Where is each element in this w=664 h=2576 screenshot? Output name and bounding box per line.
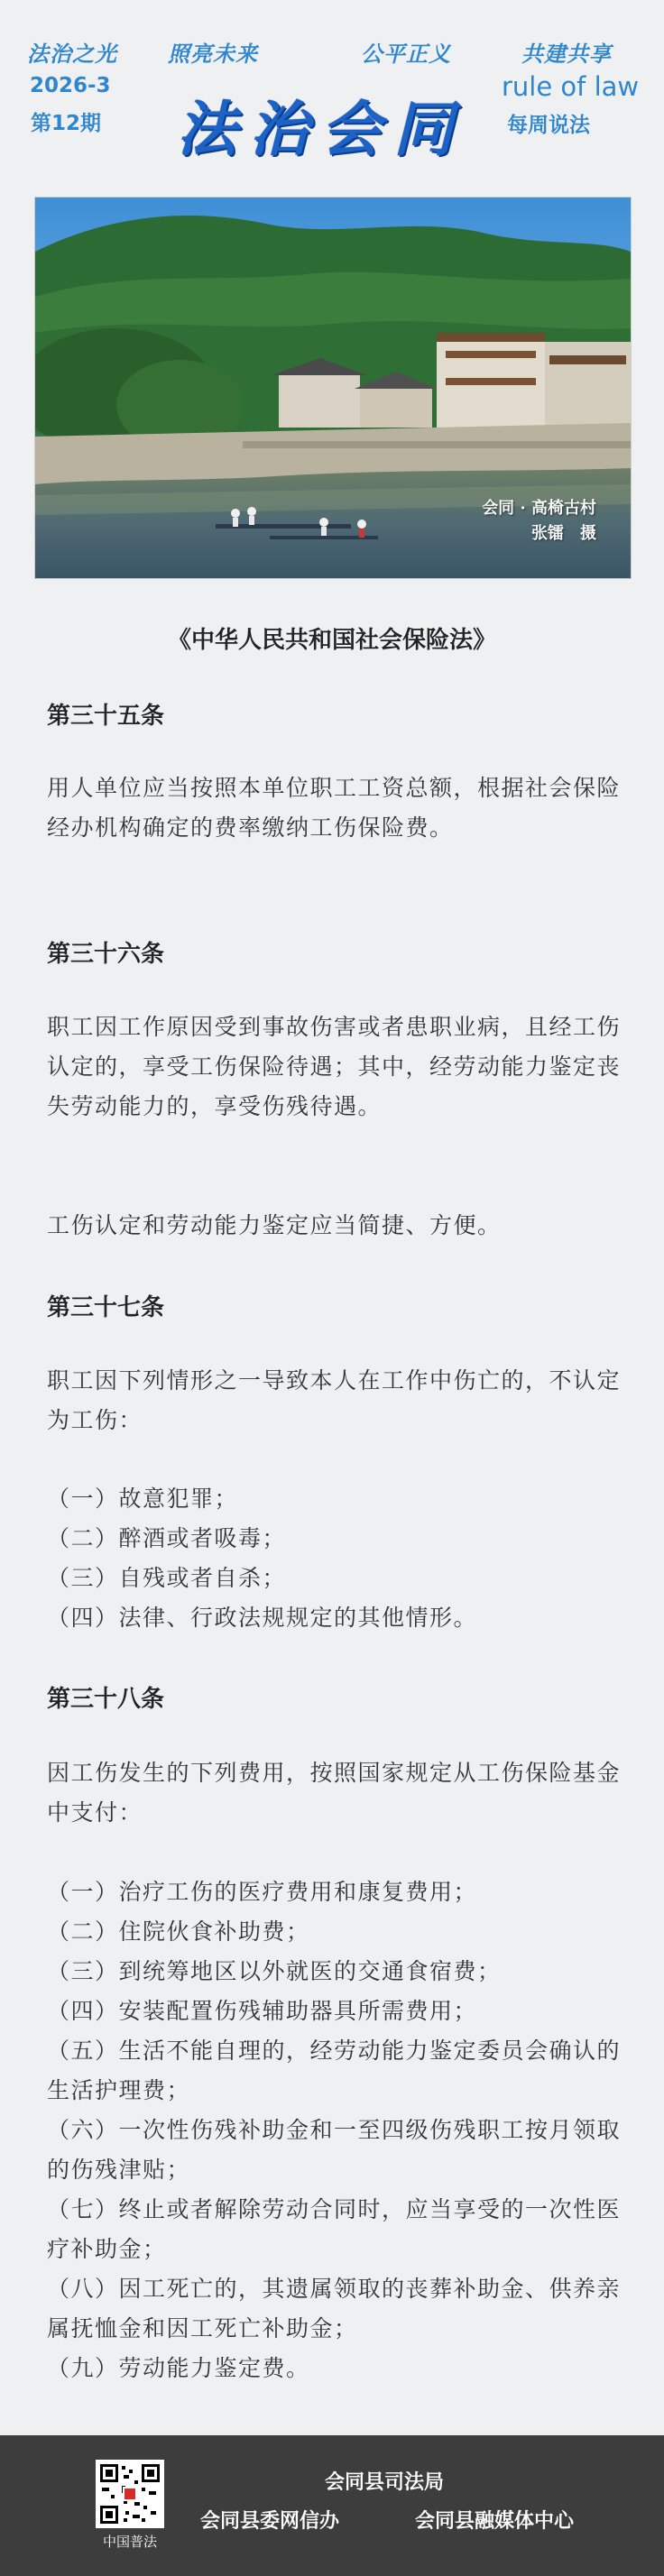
slogan-4: 共建共享 (521, 41, 612, 67)
org-cyberspace-office: 会同县委网信办 (200, 2510, 340, 2533)
rule-of-law-label: rule of law (502, 71, 640, 102)
article-36-paragraph-1: 职工因工作原因受到事故伤害或者患职业病，且经工伤认定的，享受工伤保险待遇；其中，经劳动能力鉴定丧失劳动能力的，享受伤残待遇。 (47, 1014, 622, 1119)
qr-code[interactable] (96, 2460, 164, 2528)
article-37-paragraph: 职工因下列情形之一导致本人在工作中伤亡的，不认定为工伤： (47, 1367, 622, 1433)
list-item: （九）劳动能力鉴定费。 (47, 2355, 310, 2381)
list-item: （四）安装配置伤残辅助器具所需费用； (47, 1998, 478, 2024)
article-37-heading: 第三十七条 (47, 1294, 165, 1321)
issue-year: 2026-3 (30, 74, 111, 97)
photo-caption-author: 张镭 摄 (531, 524, 596, 543)
slogan-2: 照亮未来 (168, 41, 258, 67)
weekly-label: 每周说法 (507, 114, 590, 137)
footer (0, 2435, 664, 2576)
law-title: 《中华人民共和国社会保险法》 (167, 627, 496, 654)
slogan-3: 公平正义 (361, 41, 451, 67)
list-item: （一）故意犯罪； (47, 1486, 239, 1512)
article-35-heading: 第三十五条 (47, 703, 165, 730)
list-item: （二）住院伙食补助费； (47, 1918, 310, 1945)
article-38-list (47, 1872, 621, 2388)
article-37-list (47, 1479, 621, 1638)
masthead (0, 0, 664, 185)
list-item: （六）一次性伤残补助金和一至四级伤残职工按月领取的伤残津贴； (47, 2117, 622, 2183)
list-item: （一）治疗工伤的医疗费用和康复费用； (47, 1879, 478, 1905)
list-item: （五）生活不能自理的，经劳动能力鉴定委员会确认的生活护理费； (47, 2038, 622, 2103)
qr-label: 中国普法 (102, 2534, 157, 2550)
article-35-paragraph: 用人单位应当按照本单位职工工资总额，根据社会保险经办机构确定的费率缴纳工伤保险费。 (47, 775, 622, 841)
list-item: （八）因工死亡的，其遗属领取的丧葬补助金、供养亲属抚恤金和因工死亡补助金； (47, 2276, 622, 2341)
org-judicial-bureau: 会同县司法局 (325, 2471, 445, 2494)
article-36-paragraph-2: 工伤认定和劳动能力鉴定应当简捷、方便。 (47, 1212, 502, 1238)
list-item: （七）终止或者解除劳动合同时，应当享受的一次性医疗补助金； (47, 2196, 622, 2262)
org-media-center: 会同县融媒体中心 (415, 2510, 575, 2533)
list-item: （三）到统筹地区以外就医的交通食宿费； (47, 1958, 502, 1984)
cover-photo (34, 197, 632, 579)
brand-title: 法治会同 (177, 94, 466, 164)
slogan-1: 法治之光 (27, 41, 117, 67)
list-item: （三）自残或者自杀； (47, 1565, 287, 1591)
photo-caption-place: 会同 · 高椅古村 (482, 499, 596, 518)
article-36-heading: 第三十六条 (47, 941, 165, 968)
list-item: （四）法律、行政法规规定的其他情形。 (47, 1605, 478, 1631)
article-38-paragraph: 因工伤发生的下列费用，按照国家规定从工伤保险基金中支付： (47, 1760, 622, 1826)
issue-number: 第12期 (31, 112, 102, 135)
article-38-heading: 第三十八条 (47, 1686, 165, 1713)
qr-code-icon (98, 2462, 161, 2525)
list-item: （二）醉酒或者吸毒； (47, 1525, 287, 1551)
